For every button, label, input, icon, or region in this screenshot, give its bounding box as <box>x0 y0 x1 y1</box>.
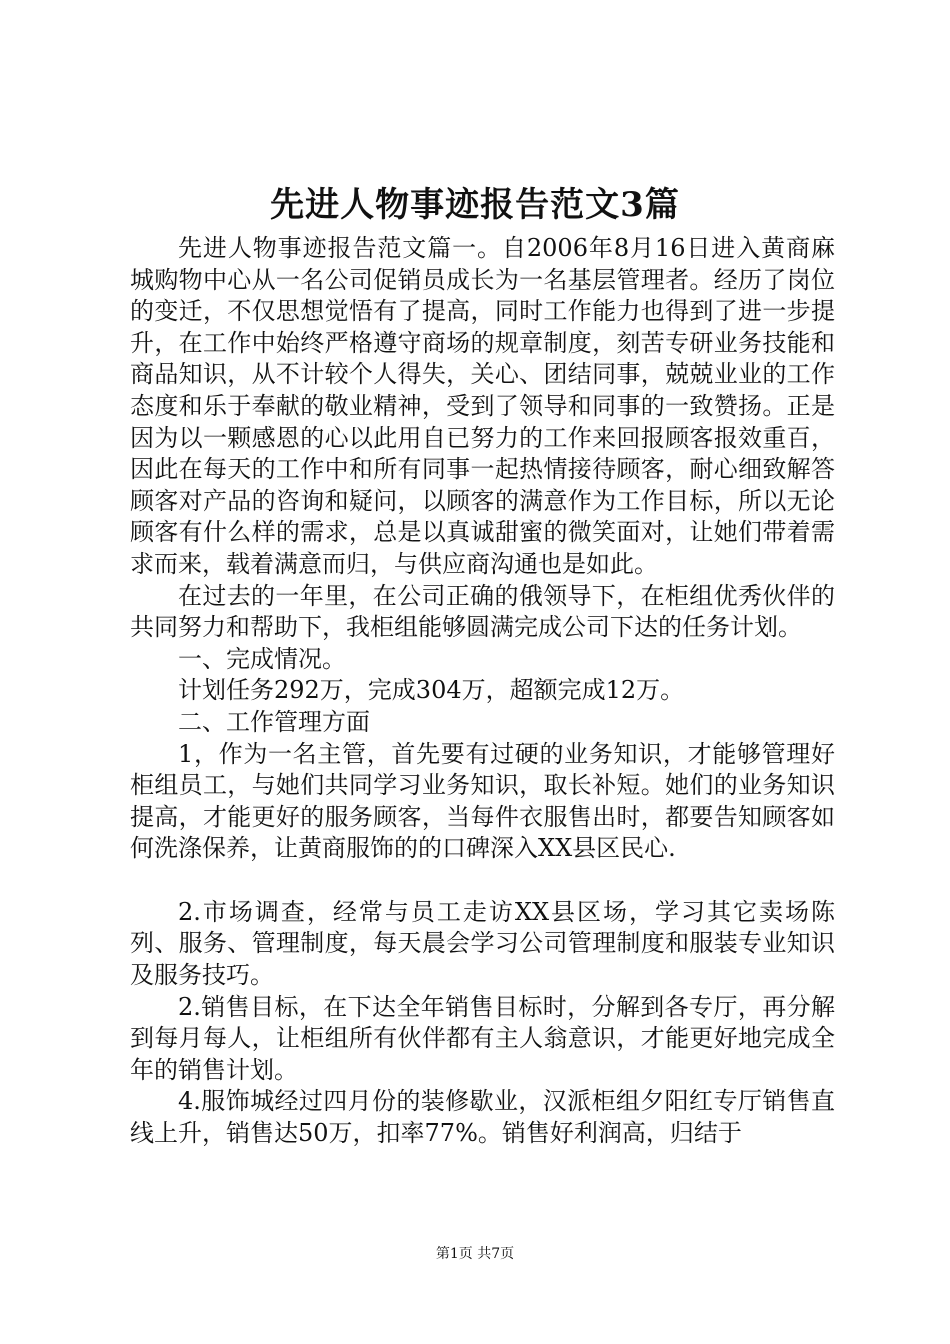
document-body <box>130 233 835 1150</box>
heading-completion: 一、完成情况。 <box>178 644 346 673</box>
paragraph-gap <box>130 865 835 897</box>
heading-management: 二、工作管理方面 <box>178 707 370 736</box>
paragraph-item-2-target: 2.销售目标，在下达全年销售目标时，分解到各专厅，再分解到每月每人，让柜组所有伙伴都有主人翁意识，才能更好地完成全年的销售计划。 <box>130 992 835 1084</box>
paragraph-item-1: 1，作为一名主管，首先要有过硬的业务知识，才能够管理好柜组员工，与她们共同学习业务知识，取长补短。她们的业务知识提高，才能更好的服务顾客，当每件衣服售出时，都要告知顾客如何洗涤保养，让黄商服饰的的口碑深入XX县区民心. <box>130 739 835 863</box>
paragraph-intro: 先进人物事迹报告范文篇一。自2006年8月16日进入黄商麻城购物中心从一名公司促销员成长为一名基层管理者。经历了岗位的变迁，不仅思想觉悟有了提高，同时工作能力也得到了进一步提升，在工作中始终严格遵守商场的规章制度，刻苦专研业务技能和商品知识，从不计较个人得失，关心、团结同事，兢兢业业的工作态度和乐于奉献的敬业精神，受到了领导和同事的一致赞扬。正是因为以一颗感恩的心以此用自已努力的工作来回报顾客报效重百，因此在每天的工作中和所有同事一起热情接待顾客，耐心细致解答顾客对产品的咨询和疑问，以顾客的满意作为工作目标，所以无论顾客有什么样的需求，总是以真诚甜蜜的微笑面对，让她们带着需求而来，载着满意而归，与供应商沟通也是如此。 <box>130 234 835 578</box>
paragraph-item-4: 4.服饰城经过四月份的装修歇业，汉派柜组夕阳红专厅销售直线上升，销售达50万，扣率77%。销售好利润高，归结于 <box>130 1087 835 1148</box>
paragraph-item-2-market: 2.市场调查，经常与员工走访XX县区场，学习其它卖场陈列、服务、管理制度，每天晨会学习公司管理制度和服装专业知识及服务技巧。 <box>130 897 835 990</box>
page-number-footer: 第1页 共7页 <box>435 1246 515 1262</box>
paragraph-past-year: 在过去的一年里，在公司正确的俄领导下，在柜组优秀伙伴的共同努力和帮助下，我柜组能够圆满完成公司下达的任务计划。 <box>130 581 835 642</box>
document-title: 先进人物事迹报告范文3篇 <box>270 185 680 225</box>
paragraph-completion-figures: 计划任务292万，完成304万，超额完成12万。 <box>178 676 685 705</box>
